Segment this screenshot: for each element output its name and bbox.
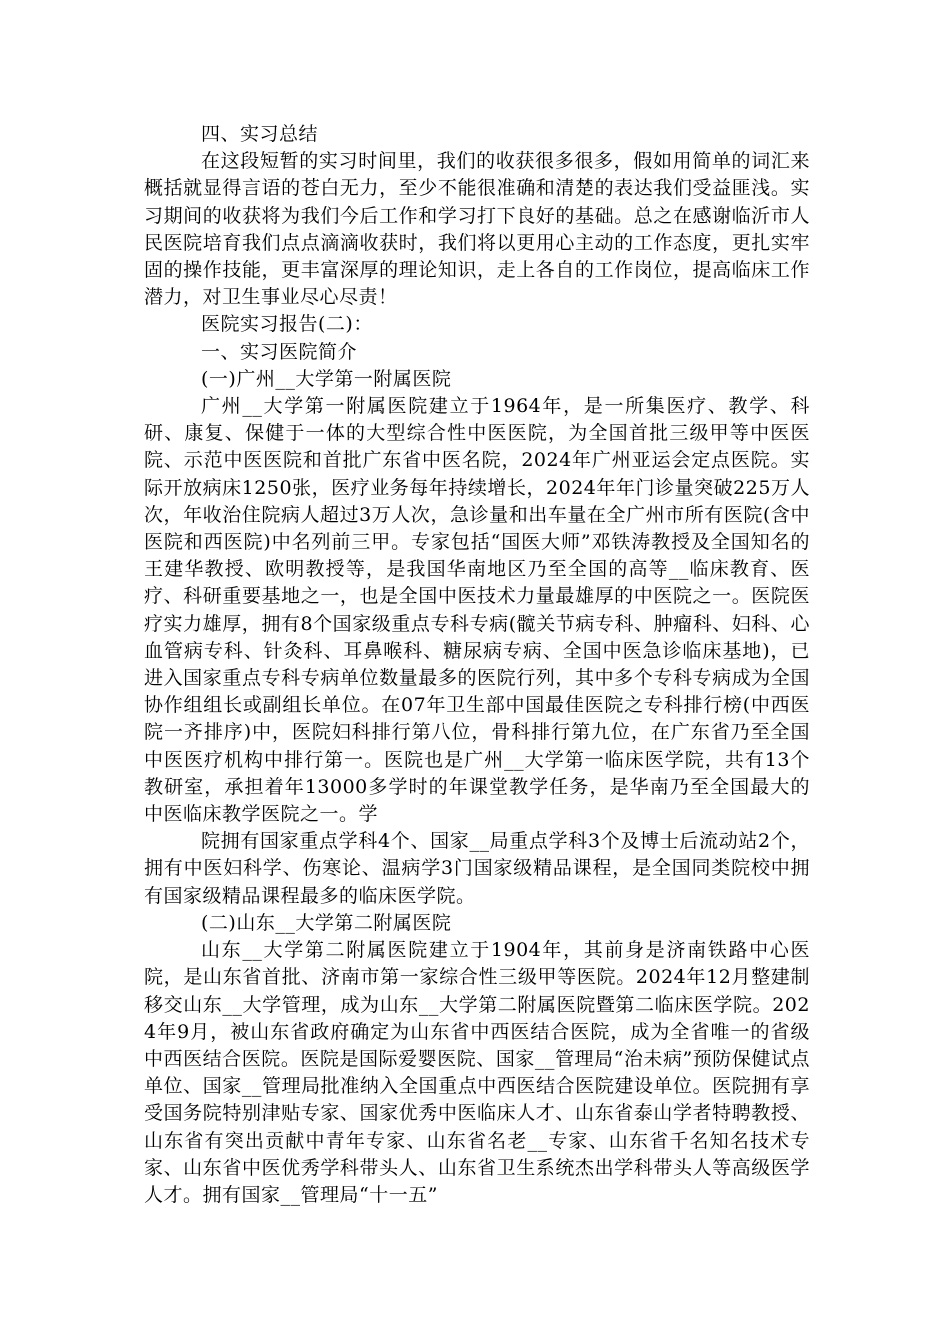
paragraph-hospital-1-continued: 院拥有国家重点学科4个、国家__局重点学科3个及博士后流动站2个，拥有中医妇科学、伤寒论、温病学3门国家级精品课程，是全国同类院校中拥有国家级精品课程最多的临床医学院。: [144, 830, 810, 907]
paragraph-hospital-1: 广州__大学第一附属医院建立于1964年，是一所集医疗、教学、科研、康复、保健于一体的大型综合性中医医院，为全国首批三级甲等中医医院、示范中医医院和首批广东省中医名院，2024年广州亚运会定点医院。实际开放病床1250张，医疗业务每年持续增长，2024年年门诊量突破225万人次，年收治住院病人超过3万人次，急诊量和出车量在全广州市所有医院(含中医院和西医院)中名列前三甲。专家包括“国医大师”邓铁涛教授及全国知名的王建华教授、欧明教授等，是我国华南地区乃至全国的高等__临床教育、医疗、科研重要基地之一，也是全国中医技术力量最雄厚的中医院之一。医院医疗实力雄厚，拥有8个国家级重点专科专病(髋关节病专科、肿瘤科、妇科、心血管病专科、针灸科、耳鼻喉科、糖尿病专病、全国中医急诊临床基地)，已进入国家重点专科专病单位数量最多的医院行列，其中多个专科专病成为全国协作组组长或副组长单位。在07年卫生部中国最佳医院之专科排行榜(中西医院一齐排序)中，医院妇科排行第八位，骨科排行第九位，在广东省乃至全国中医医疗机构中排行第一。医院也是广州__大学第一临床医学院，共有13个教研室，承担着年13000多学时的年课堂教学任务，是华南乃至全国最大的中医临床教学医院之一。学: [144, 395, 810, 826]
document-page: [144, 121, 810, 1209]
paragraph-summary: 在这段短暂的实习时间里，我们的收获很多很多，假如用简单的词汇来概括就显得言语的苍白无力，至少不能很准确和清楚的表达我们受益匪浅。实习期间的收获将为我们今后工作和学习打下良好的基础。总之在感谢临沂市人民医院培育我们点点滴滴收获时，我们将以更用心主动的工作态度，更扎实牢固的操作技能，更丰富深厚的理论知识，走上各自的工作岗位，提高临床工作潜力，对卫生事业尽心尽责！: [144, 150, 810, 309]
subheading-hospital-1: (一)广州__大学第一附属医院: [201, 367, 452, 390]
paragraph-hospital-2: 山东__大学第二附属医院建立于1904年，其前身是济南铁路中心医院，是山东省首批、济南市第一家综合性三级甲等医院。2024年12月整建制移交山东__大学管理，成为山东__大学第二附属医院暨第二临床医学院。2024年9月，被山东省政府确定为山东省中西医结合医院，成为全省唯一的省级中西医结合医院。医院是国际爱婴医院、国家__管理局“治未病”预防保健试点单位、国家__管理局批准纳入全国重点中西医结合医院建设单位。医院拥有享受国务院特别津贴专家、国家优秀中医临床人才、山东省泰山学者特聘教授、山东省有突出贡献中青年专家、山东省名老__专家、山东省千名知名技术专家、山东省中医优秀学科带头人、山东省卫生系统杰出学科带头人等高级医学人才。拥有国家__管理局“十一五”: [144, 939, 810, 1206]
section-heading-hospital-intro: 一、实习医院简介: [201, 340, 358, 363]
subheading-hospital-2: (二)山东__大学第二附属医院: [201, 911, 452, 934]
report-title: 医院实习报告(二)：: [201, 313, 373, 336]
section-heading-summary: 四、实习总结: [201, 123, 319, 145]
